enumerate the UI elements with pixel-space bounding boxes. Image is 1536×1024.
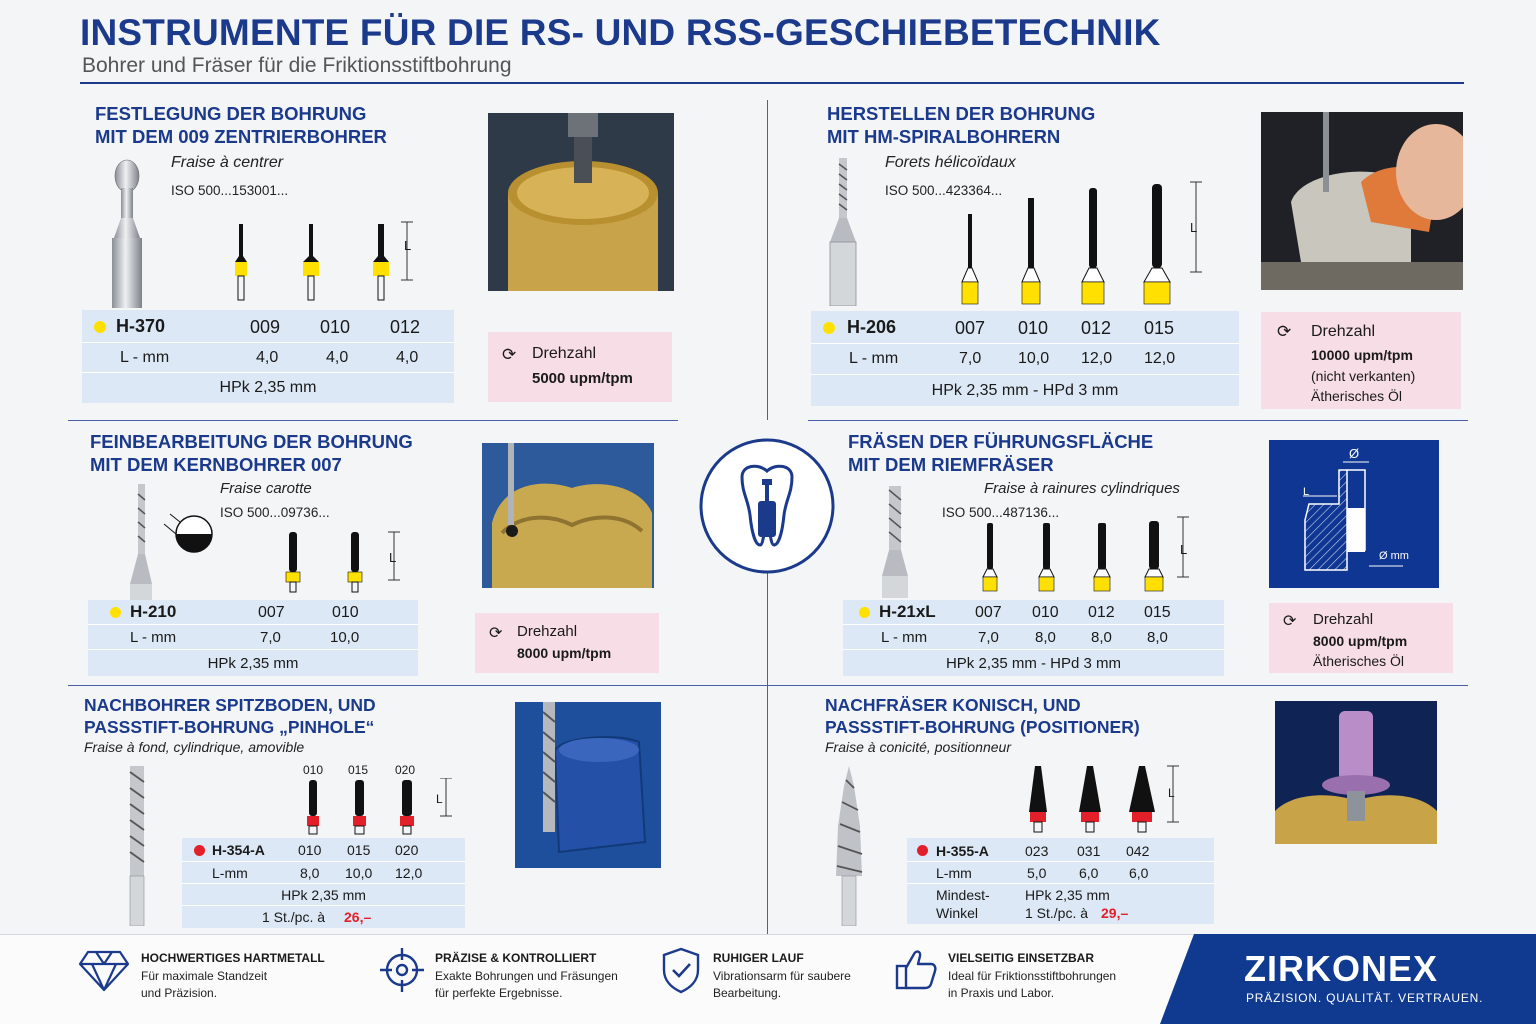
s2-spiral-drill-image <box>826 158 860 306</box>
page-title: INSTRUMENTE FÜR DIE RS- UND RSS-GESCHIEBETECHNIK <box>80 12 1161 53</box>
s5-length-2: 10,0 <box>345 865 373 881</box>
s3-speed-box <box>475 613 659 673</box>
s2-spec-table <box>811 311 1239 406</box>
s1-size-row <box>82 310 454 343</box>
s2-size-2: 010 <box>1018 318 1049 338</box>
s3-length-label: L - mm <box>130 629 177 646</box>
s4-heading-2: MIT DEM RIEMFRÄSER <box>848 454 1054 475</box>
s4-rotation-icon: ⟳ <box>1283 613 1297 630</box>
s5-price-value: 26,– <box>344 909 372 925</box>
s6-photo <box>1275 701 1437 844</box>
s5-length-row <box>182 862 465 884</box>
s5-tool-size-2: 015 <box>348 763 369 777</box>
s4-reamer-image <box>878 486 912 598</box>
s2-heading-1: HERSTELLEN DER BOHRUNG <box>827 103 1096 124</box>
s2-yellow-dot <box>823 322 835 334</box>
s4-heading-1: FRÄSEN DER FÜHRUNGSFLÄCHE <box>848 431 1154 452</box>
s5-length-label: L-mm <box>212 865 248 881</box>
s6-angle-price-row <box>907 884 1214 924</box>
s3-size-1: 007 <box>258 604 285 621</box>
s4-diagram-diameter: Ø <box>1349 446 1360 461</box>
s2-iso-code: ISO 500...423364... <box>885 183 1003 198</box>
s2-tool-drawings <box>950 178 1210 306</box>
page-subtitle: Bohrer und Fräser für die Friktionsstiftbohrung <box>82 54 512 77</box>
feature-4-line-2: in Praxis und Labor. <box>948 986 1055 1000</box>
s2-photo <box>1261 112 1463 290</box>
s5-size-2: 015 <box>347 842 371 858</box>
s2-size-4: 015 <box>1144 318 1175 338</box>
s5-drill-image <box>124 766 150 926</box>
s4-length-4: 8,0 <box>1147 629 1168 646</box>
tooth-drill-icon <box>698 437 836 575</box>
s1-length-row <box>82 343 454 373</box>
s4-note-1: Ätherisches Öl <box>1313 653 1405 669</box>
s1-length-label: L - mm <box>120 349 170 366</box>
s6-heading-1: NACHFRÄSER KONISCH, UND <box>825 695 1081 715</box>
s1-length-1: 4,0 <box>256 349 279 366</box>
divider-vertical-bottom <box>767 560 768 950</box>
s4-length-row <box>843 625 1224 650</box>
s2-shank: HPk 2,35 mm - HPd 3 mm <box>931 382 1119 399</box>
s1-spec-table <box>82 310 454 403</box>
s5-heading-1: NACHBOHRER SPITZBODEN, UND <box>84 695 376 715</box>
s1-centering-drill-image <box>104 158 150 308</box>
feature-3-title: RUHIGER LAUF <box>713 951 804 965</box>
s4-size-4: 015 <box>1144 604 1171 621</box>
s4-length-1: 7,0 <box>978 629 999 646</box>
s6-spec-table <box>907 838 1214 924</box>
s1-model: H-370 <box>116 316 166 336</box>
s2-speed-box <box>1261 312 1461 409</box>
divider-row-1-left <box>68 420 678 421</box>
s2-rotation-icon: ⟳ <box>1277 322 1292 341</box>
diamond-icon <box>78 948 130 992</box>
feature-3-line-2: Bearbeitung. <box>713 986 782 1000</box>
s5-dimension-label: L <box>436 792 443 806</box>
s6-angle-label-2: Winkel <box>936 905 979 921</box>
s6-angle-label-1: Mindest- <box>936 887 990 903</box>
s1-heading-2: MIT DEM 009 ZENTRIERBOHRER <box>95 126 387 147</box>
s3-length-2: 10,0 <box>330 629 360 646</box>
s4-length-3: 8,0 <box>1091 629 1112 646</box>
s1-dimension-label: L <box>404 238 412 253</box>
feature-3-line-1: Vibrationsarm für saubere <box>713 969 851 983</box>
feature-1-line-2: und Präzision. <box>141 986 218 1000</box>
s1-heading-1: FESTLEGUNG DER BOHRUNG <box>95 103 367 124</box>
thumbs-up-icon <box>894 946 938 992</box>
s3-shank-row <box>88 650 418 676</box>
s4-yellow-dot <box>859 607 870 618</box>
s6-size-3: 042 <box>1126 843 1150 859</box>
s6-red-dot <box>917 845 928 856</box>
s6-length-3: 6,0 <box>1129 865 1149 881</box>
s4-technical-diagram <box>1269 440 1439 588</box>
s4-model: H-21xL <box>879 602 936 621</box>
s2-heading-2: MIT HM-SPIRALBOHRERN <box>827 126 1061 147</box>
s3-heading-2: MIT DEM KERNBOHRER 007 <box>90 454 342 475</box>
s1-size-3: 012 <box>390 317 421 337</box>
s1-shank-row <box>82 373 454 403</box>
s1-shank: HPk 2,35 mm <box>219 379 317 396</box>
s5-heading-2: PASSSTIFT-BOHRUNG „PINHOLE“ <box>84 717 375 737</box>
feature-4-line-1: Ideal für Friktionsstiftbohrungen <box>948 969 1117 983</box>
s6-length-2: 6,0 <box>1079 865 1099 881</box>
s2-size-1: 007 <box>955 318 986 338</box>
s5-length-3: 12,0 <box>395 865 423 881</box>
s2-length-3: 12,0 <box>1081 350 1113 367</box>
s1-size-1: 009 <box>250 317 281 337</box>
s1-size-2: 010 <box>320 317 351 337</box>
s5-price-row <box>182 906 465 928</box>
s4-spec-table <box>843 600 1224 676</box>
brand-block <box>1160 934 1536 1024</box>
s1-length-2: 4,0 <box>326 349 349 366</box>
s6-dimension-label: L <box>1168 786 1175 800</box>
divider-row-2 <box>68 685 1468 686</box>
s5-model: H-354-A <box>212 842 265 858</box>
s1-french-name: Fraise à centrer <box>171 154 284 171</box>
s5-red-dot <box>194 845 205 856</box>
s4-shank-row <box>843 650 1224 676</box>
s6-length-label: L-mm <box>936 865 972 881</box>
s3-dimension-label: L <box>389 550 397 565</box>
s2-speed-value: 10000 upm/tpm <box>1311 347 1413 363</box>
s4-size-3: 012 <box>1088 604 1115 621</box>
s3-french-name: Fraise carotte <box>220 480 312 497</box>
s4-size-1: 007 <box>975 604 1002 621</box>
s2-note-2: Ätherisches Öl <box>1311 388 1403 404</box>
s2-note-1: (nicht verkanten) <box>1311 368 1416 384</box>
header-rule <box>80 82 1464 84</box>
s2-length-4: 12,0 <box>1144 350 1176 367</box>
brand-tagline: PRÄZISION. QUALITÄT. VERTRAUEN. <box>1246 991 1484 1005</box>
s6-size-1: 023 <box>1025 843 1049 859</box>
s1-yellow-dot <box>94 321 106 333</box>
s2-size-3: 012 <box>1081 318 1112 338</box>
s6-shank: HPk 2,35 mm <box>1025 887 1110 903</box>
s1-rotation-icon: ⟳ <box>502 345 517 364</box>
s6-heading-2: PASSSTIFT-BOHRUNG (POSITIONER) <box>825 717 1140 737</box>
s4-size-2: 010 <box>1032 604 1059 621</box>
s6-length-row <box>907 862 1214 884</box>
feature-1-line-1: Für maximale Standzeit <box>141 969 268 983</box>
s4-shank: HPk 2,35 mm - HPd 3 mm <box>945 655 1122 672</box>
s2-shank-row <box>811 375 1239 406</box>
s5-shank: HPk 2,35 mm <box>281 887 366 903</box>
feature-2-title: PRÄZISE & KONTROLLIERT <box>435 951 597 965</box>
divider-row-1-right <box>808 420 1468 421</box>
s3-length-row <box>88 625 418 650</box>
s5-size-1: 010 <box>298 842 322 858</box>
s3-shank: HPk 2,35 mm <box>207 655 299 672</box>
s6-model: H-355-A <box>936 843 989 859</box>
s6-conical-reamer-image <box>832 766 866 926</box>
brand-logo: ZIRKONEX <box>1244 948 1439 989</box>
s1-iso-code: ISO 500...153001... <box>171 183 289 198</box>
s5-length-1: 8,0 <box>300 865 320 881</box>
s3-speed-value: 8000 upm/tpm <box>517 645 612 661</box>
s3-spec-table <box>88 600 418 676</box>
s5-size-row <box>182 838 465 862</box>
feature-1-title: HOCHWERTIGES HARTMETALL <box>141 951 325 965</box>
s4-diagram-mm: Ø mm <box>1379 550 1409 562</box>
shield-check-icon <box>660 946 702 994</box>
divider-vertical-top <box>767 100 768 420</box>
s6-length-1: 5,0 <box>1027 865 1047 881</box>
s4-speed-box <box>1269 603 1453 673</box>
target-icon <box>378 946 426 994</box>
s1-tool-drawings <box>225 218 435 304</box>
s2-speed-label: Drehzahl <box>1311 323 1376 340</box>
s1-length-3: 4,0 <box>396 349 419 366</box>
s1-speed-label: Drehzahl <box>532 345 597 362</box>
s2-french-name: Forets hélicoïdaux <box>885 154 1016 171</box>
s1-speed-value: 5000 upm/tpm <box>532 370 633 387</box>
s3-model: H-210 <box>130 602 177 621</box>
s5-french-name: Fraise à fond, cylindrique, amovible <box>84 739 305 755</box>
s5-tool-size-3: 020 <box>395 763 416 777</box>
s3-speed-label: Drehzahl <box>517 623 578 640</box>
s5-tool-size-1: 010 <box>303 763 324 777</box>
s2-length-2: 10,0 <box>1018 350 1050 367</box>
s4-dimension-label: L <box>1180 542 1188 557</box>
s3-length-1: 7,0 <box>260 629 281 646</box>
s2-length-label: L - mm <box>849 350 899 367</box>
s4-length-label: L - mm <box>881 629 928 646</box>
s1-photo <box>488 113 674 291</box>
feature-2-line-2: für perfekte Ergebnisse. <box>435 986 563 1000</box>
s2-size-row <box>811 311 1239 344</box>
s6-price-label: 1 St./pc. à <box>1025 905 1089 921</box>
s4-diagram-length: L <box>1303 486 1310 498</box>
s5-price-label: 1 St./pc. à <box>262 909 326 925</box>
s3-rotation-icon: ⟳ <box>489 625 503 642</box>
s3-heading-1: FEINBEARBEITUNG DER BOHRUNG <box>90 431 413 452</box>
s2-dimension-label: L <box>1190 220 1198 235</box>
s3-iso-code: ISO 500...09736... <box>220 505 330 520</box>
s4-french-name: Fraise à rainures cylindriques <box>984 480 1180 497</box>
s3-core-drill-image <box>120 484 220 600</box>
s5-size-3: 020 <box>395 842 419 858</box>
s3-size-2: 010 <box>332 604 359 621</box>
s1-speed-box <box>488 332 672 402</box>
s2-length-1: 7,0 <box>959 350 982 367</box>
feature-4-title: VIELSEITIG EINSETZBAR <box>948 951 1095 965</box>
s2-model: H-206 <box>847 317 897 337</box>
s4-length-2: 8,0 <box>1035 629 1056 646</box>
s4-speed-label: Drehzahl <box>1313 611 1374 628</box>
s5-photo <box>515 702 661 868</box>
s4-tool-drawings <box>975 515 1195 595</box>
s4-size-row <box>843 600 1224 625</box>
s3-yellow-dot <box>110 607 121 618</box>
s4-iso-code: ISO 500...487136... <box>942 505 1060 520</box>
feature-2-line-1: Exakte Bohrungen und Fräsungen <box>435 969 618 983</box>
s6-size-row <box>907 838 1214 862</box>
s3-photo <box>482 443 654 588</box>
s3-size-row <box>88 600 418 625</box>
s6-price-value: 29,– <box>1101 905 1129 921</box>
s5-tool-drawings <box>300 778 460 836</box>
s5-spec-table <box>182 838 465 928</box>
s6-french-name: Fraise à conicité, positionneur <box>825 739 1011 755</box>
s4-speed-value: 8000 upm/tpm <box>1313 633 1408 649</box>
s6-size-2: 031 <box>1077 843 1101 859</box>
s2-length-row <box>811 344 1239 375</box>
s5-shank-row <box>182 884 465 906</box>
